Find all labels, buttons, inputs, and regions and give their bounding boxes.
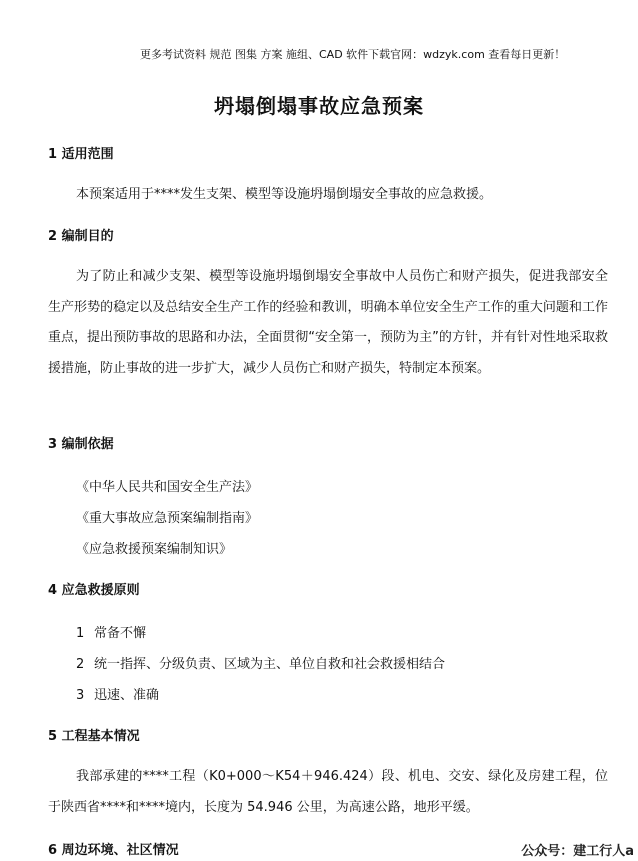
principle-item [76,680,445,711]
section-text-scope: 本预案适用于****发生支架、模型等设施坍塌倒塌安全事故的应急救援。 [76,187,493,202]
header-banner: 更多考试资料 规范 图集 方案 施组、CAD 软件下载官网：wdzyk.com 查看每日更新！ [140,48,566,61]
section-heading-scope: 1 适用范围 [48,147,114,162]
principle-item [76,618,445,649]
principle-item [76,649,445,680]
reference-item: 《中华人民共和国安全生产法》 [76,480,259,495]
section-heading-principles: 4 应急救援原则 [48,583,140,598]
principle-text: 统一指挥、分级负责、区域为主、单位自救和社会救援相结合 [94,657,446,672]
footer-watermark: 公众号：建工行人a [521,844,634,859]
principle-text: 常备不懈 [94,626,147,641]
reference-item: 《应急救援预案编制知识》 [76,542,233,557]
document-title: 坍塌倒塌事故应急预案 [214,94,424,118]
section-text-purpose: 为了防止和减少支架、模型等设施坍塌倒塌安全事故中人员伤亡和财产损失，促进我部安全生产形势的稳定以及总结安全生产工作的经验和教训，明确本单位安全生产工作的重大问题和工作重点，提出预防事故的思路和办法，全面贯彻“安全第一，预防为主”的方针，并有针对性地采取救援措施，防止事故的进一步扩大，减少人员伤亡和财产损失，特制定本预案。 [48,269,608,376]
reference-list [76,472,258,565]
principle-list [76,618,445,711]
section-heading-purpose: 2 编制目的 [48,229,114,244]
section-heading-environment: 6 周边环境、社区情况 [48,843,179,858]
section-text-project-info: 我部承建的****工程（K0+000～K54＋946.424）段、机电、交安、绿化及房建工程，位于陕西省****和****境内，长度为 54.946 公里，为高速公路，地形平缓。 [48,769,608,815]
reference-item: 《重大事故应急预案编制指南》 [76,511,259,526]
principle-number: 1 [76,626,85,641]
principle-number: 3 [76,688,85,703]
section-heading-project-info: 5 工程基本情况 [48,729,140,744]
principle-text: 迅速、准确 [94,688,160,703]
principle-number: 2 [76,657,85,672]
section-heading-basis: 3 编制依据 [48,437,114,452]
